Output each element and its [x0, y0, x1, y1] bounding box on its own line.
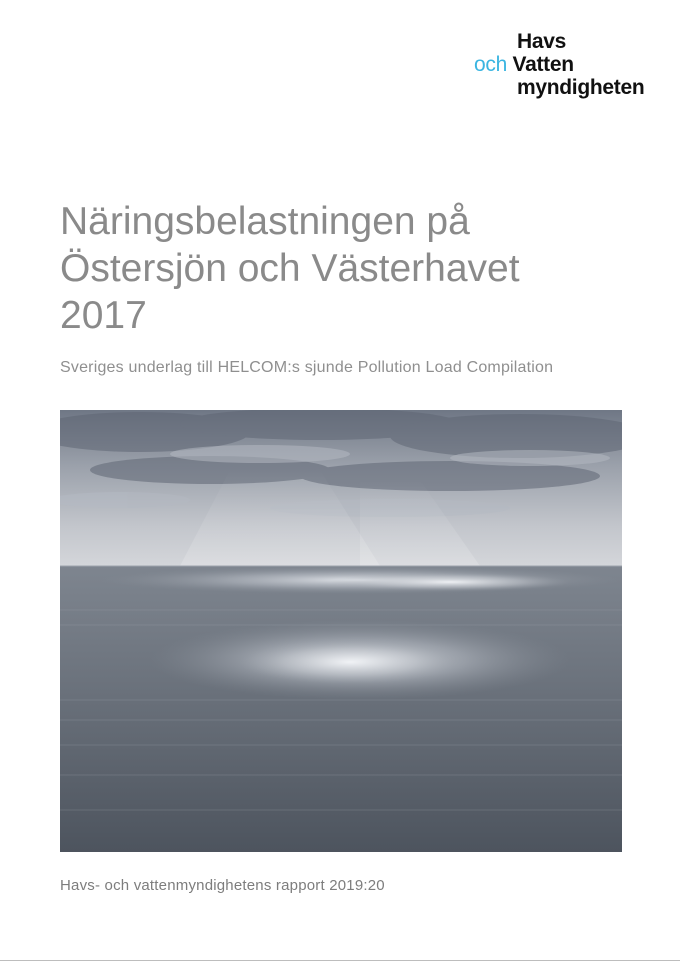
- sea-photo: [60, 410, 622, 852]
- report-subtitle: Sveriges underlag till HELCOM:s sjunde Pollution Load Compilation: [60, 359, 554, 376]
- logo-line-och-vatten: [474, 53, 574, 76]
- logo-line-havs: Havs: [517, 30, 567, 53]
- logo-line-myndigheten: myndigheten: [517, 76, 645, 99]
- report-number: Havs- och vattenmyndighetens rapport 2019:20: [60, 877, 385, 894]
- sea-photo-illustration: [60, 410, 622, 852]
- logo-och: och: [474, 53, 507, 76]
- page-bottom-divider: [0, 960, 680, 961]
- title-line-1: Näringsbelastningen på: [60, 200, 470, 243]
- logo-vatten: Vatten: [512, 53, 574, 76]
- agency-logo: [474, 30, 664, 102]
- title-line-3: 2017: [60, 294, 147, 337]
- title-line-2: Östersjön och Västerhavet: [60, 247, 520, 290]
- report-title: [60, 198, 640, 339]
